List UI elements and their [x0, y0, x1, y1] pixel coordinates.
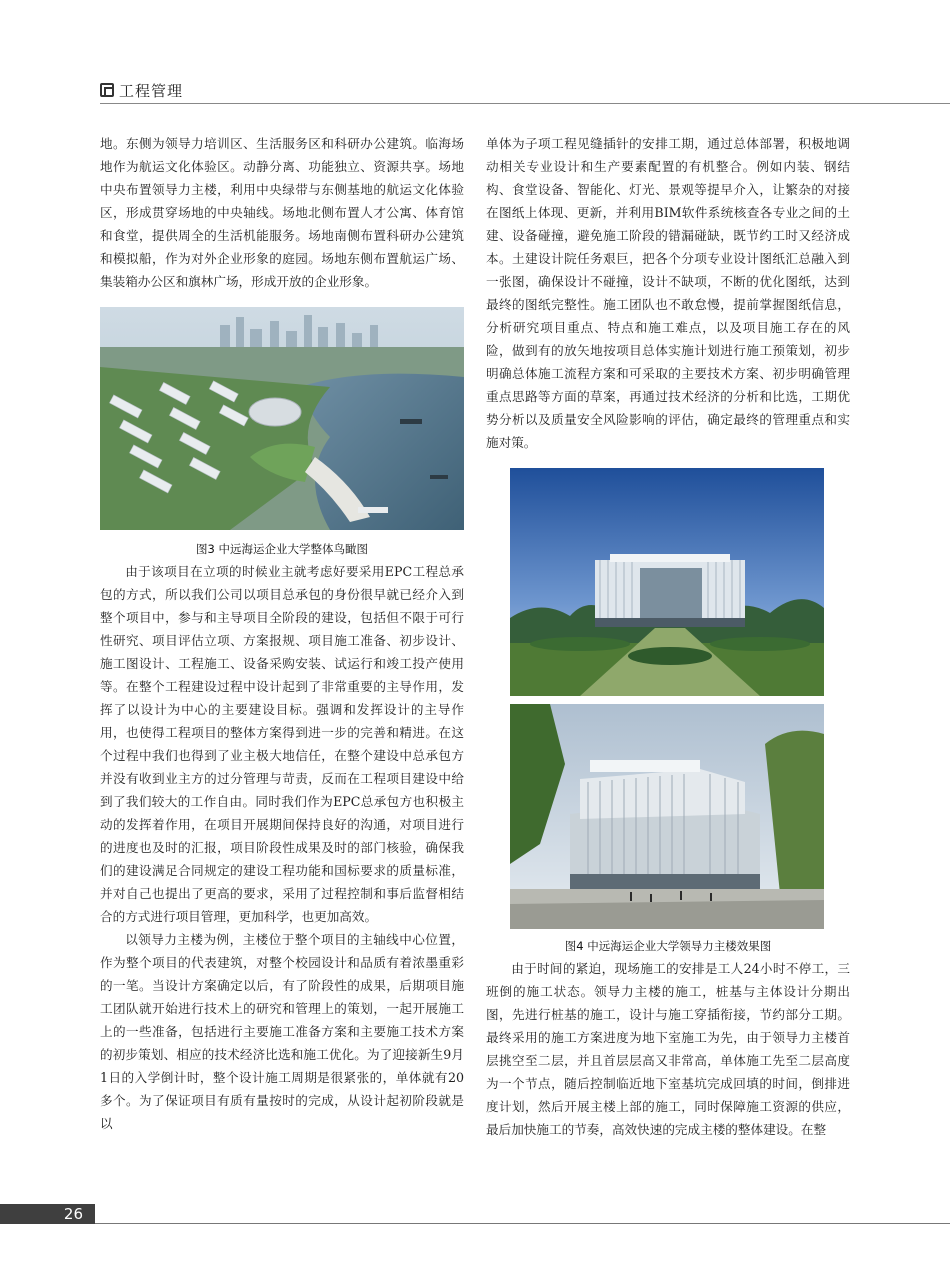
figure-3-caption: 图3 中远海运企业大学整体鸟瞰图 — [196, 542, 368, 556]
left-paragraph-3: 以领导力主楼为例，主楼位于整个项目的主轴线中心位置，作为整个项目的代表建筑，对整个校园设计和品质有着浓墨重彩的一笔。当设计方案确定以后，有了阶段性的成果，后期项目施工团队就开始进行技术上的研究和管理上的策划，一起开展施工上的一些准备，包括进行主要施工准备方案和主要施工技术方案的初步策划、相应的技术经济比选和施工优化。为了迎接新生9月1日的入学倒计时，整个设计施工周期是很紧张的，单体就有20多个。为了保证项目有质有量按时的完成，从设计起初阶段就是以 — [100, 932, 464, 1131]
left-paragraph-2: 由于该项目在立项的时候业主就考虑好要采用EPC工程总承包的方式，所以我们公司以项目总承包的身份很早就已经介入到整个项目中，参与和主导项目全阶段的建设，包括但不限于可行性研究、项目评估立项、方案报规、项目施工准备、初步设计、施工图设计、工程施工、设备采购安装、试运行和竣工投产使用等。在整个工程建设过程中设计起到了非常重要的主导作用，发挥了以设计为中心的主要建设目标。强调和发挥设计的主导作用，也使得工程项目的整体方案得到进一步的完善和精进。在这个过程中我们也得到了业主极大地信任，在整个建设中总承包方并没有收到业主方的过分管理与苛责，反而在工程项目建设中给到了我们较大的工作自由。同时我们作为EPC总承包方也积极主动的发挥着作用，在项目开展期间保持良好的沟通，对项目进行的进度也及时的汇报，项目阶段性成果及时的部门核验，确保我们的建设满足合同规定的建设工程功能和国标要求的质量标准，并对自己也提出了更高的要求，采用了过程控制和事后监督相结合的方式进行项目管理，更加科学，也更加高效。 — [100, 564, 464, 924]
page-number: 26 — [0, 1204, 95, 1224]
left-column — [100, 132, 464, 1135]
section-logo-icon — [100, 83, 114, 97]
figure-4-caption: 图4 中远海运企业大学领导力主楼效果图 — [564, 939, 772, 953]
front-view-image — [510, 468, 824, 696]
footer-rule — [95, 1223, 950, 1224]
left-paragraph-1: 地。东侧为领导力培训区、生活服务区和科研办公建筑。临海场地作为航运文化体验区。动静分离、功能独立、资源共享。场地中央布置领导力主楼，利用中央绿带与东侧基地的航运文化体验区，形成贯穿场地的中央轴线。场地北侧布置人才公寓、体育馆和食堂，提供周全的生活机能服务。场地南侧布置科研办公建筑和模拟船，作为对外企业形象的庭园。场地东侧布置航运广场、集装箱办公区和旗林广场，形成开放的企业形象。 — [100, 136, 464, 289]
figure-3-aerial-view — [100, 307, 464, 530]
header-rule — [100, 103, 950, 104]
aerial-view-image — [100, 307, 464, 530]
page-header — [100, 78, 183, 102]
right-paragraph-1: 单体为子项工程见缝插针的安排工期，通过总体部署，积极地调动相关专业设计和生产要素配置的有机整合。例如内装、钢结构、食堂设备、智能化、灯光、景观等提早介入，让繁杂的对接在图纸上体现、更新，并利用BIM软件系统核查各专业之间的土建、设备碰撞，避免施工阶段的错漏碰缺，既节约工时又经济成本。土建设计院任务艰巨，把各个分项专业设计图纸汇总融入到一张图，确保设计不碰撞，设计不缺项，不断的优化图纸，达到最终的图纸完整性。施工团队也不敢怠慢，提前掌握图纸信息，分析研究项目重点、特点和施工难点，以及项目施工存在的风险，做到有的放矢地按项目总体实施计划进行施工预策划，初步明确总体施工流程方案和可采取的主要技术方案、初步明确管理重点思路等方面的草案，再通过技术经济的分析和比选，工期优势分析以及质量安全风险影响的评估，确定最终的管理重点和实施对策。 — [486, 136, 850, 450]
right-paragraph-2: 由于时间的紧迫，现场施工的安排是工人24小时不停工，三班倒的施工状态。领导力主楼的施工，桩基与主体设计分期出图，先进行桩基的施工，设计与施工穿插衔接，节约部分工期。最终采用的施工方案进度为地下室施工为先，由于领导力主楼首层挑空至二层，并且首层层高又非常高，单体施工先至二层高度为一个节点，随后控制临近地下室基坑完成回填的时间，倒排进度计划，然后开展主楼上部的施工，同时保障施工资源的供应，最后加快施工的节奏，高效快速的完成主楼的整体建设。在整 — [486, 961, 850, 1137]
right-column — [486, 132, 850, 1141]
perspective-view-image — [510, 704, 824, 929]
section-title: 工程管理 — [119, 81, 184, 100]
figure-4-front-view — [510, 468, 824, 696]
figure-4-perspective-view — [510, 704, 824, 929]
